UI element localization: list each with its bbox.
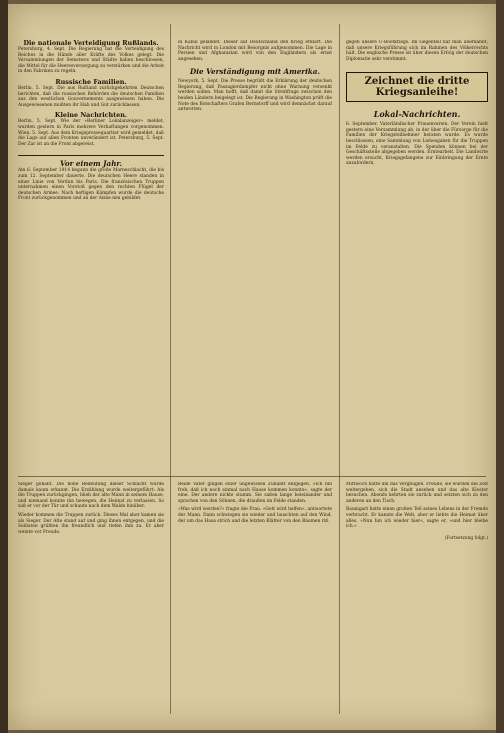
bottom-left-column: [18, 482, 164, 716]
left-heading-4: Vor einem Jahr.: [18, 155, 164, 168]
page-edge: [496, 0, 504, 733]
bottom-left-paragraph-2: Wieder kommen die Truppen zurück. Dieses Mal aber kamen sie als Sieger. Der Alte stand auf und ging ihnen entgegen, und die Soldaten grüßten ihn freundlich und riefen ihm zu. Er aber weinte vor Freude.: [18, 512, 164, 535]
middle-column: [178, 40, 332, 472]
section-divider: [18, 476, 486, 477]
bottom-right-paragraph-2: Baumgart hatte einen großen Teil seines Lebens in der Fremde verbracht. Er kannte die Welt, aber er liebte die Heimat über alles. »Nun bin ich wieder hier«, sagte er, »und hier bleibe ich.«: [346, 507, 488, 530]
war-loan-banner: Zeichnet die dritte Kriegsanleihe!: [346, 72, 488, 102]
continuation-note: (Fortsetzung folgt.): [444, 535, 488, 541]
right-paragraph-1: gegen unsere U-Bootkriegs. Im Gegenteil hat man anerkannt, daß unsere Kriegsführung sich im Rahmen des Völkerrechts hält. Die englische Presse ist über diesen Erfolg der deutschen Diplomatie sehr verstimmt.: [346, 40, 488, 62]
column-rule-right: [339, 24, 340, 714]
middle-paragraph-1: in Kabul gelandet. Dieser auf Deutschland den Krieg erklärt. Die Nachricht wird in London mit Besorgnis aufgenommen. Die Lage in Persien und Afghanistan wird von den Engländern als ernst angesehen.: [178, 40, 332, 62]
left-paragraph-3: Berlin, 5. Sept. Wie der »Berliner Lokalanzeiger« meldet, wurden gestern in Paris mehrere Verhaftungen vorgenommen. Wien, 5. Sept. Aus dem Kriegspressequartier wird gemeldet, daß die Lage auf allen Fronten unverändert ist. Petersburg, 5. Sept. Der Zar ist an die Front abgereist.: [18, 119, 164, 147]
book-spine: [0, 0, 8, 733]
bottom-middle-paragraph-2: »Was wird werden?« fragte die Frau. »Gott wird helfen«, antwortete der Mann. Dann schwiegen sie wieder und lauschten auf den Wind, der um das Haus strich und die letzten Blätter von den Bäumen riß.: [178, 507, 332, 524]
right-column: [346, 40, 488, 472]
left-paragraph-2: Berlin, 5. Sept. Die aus Rußland zurückgekehrten Deutschen berichten, daß die russischen Behörden die deutschen Familien aus den westlichen Gouvernements ausgewiesen haben. Die Ausgewiesenen mußten ihr Hab und Gut zurücklassen.: [18, 86, 164, 108]
middle-paragraph-2: Newyork, 5. Sept. Die Presse begrüßt die Erklärung der deutschen Regierung, daß Passagierdampfer nicht ohne Warnung versenkt werden sollen. Man hofft, daß damit die Streitfrage zwischen den beiden Ländern beigelegt ist. Die Regierung in Washington prüft die Note des Botschafters Grafen Bernstorff und wird demnächst darauf antworten.: [178, 79, 332, 113]
left-heading-2: Russische Familien.: [55, 78, 127, 87]
left-heading-3: Kleine Nachrichten.: [54, 111, 128, 120]
left-heading-1: Die nationale Verteidigung Rußlands.: [23, 40, 159, 47]
newspaper-page: [8, 4, 496, 730]
bottom-left-paragraph-1: Sieger gehabt. Die hohe Bedeutung dieser Schlacht wurde damals kaum erkannt. Die Erzählung wurde weitergeführt: Als die Truppen zurückgingen, blieb der alte Mann in seinem Hause, und niemand konnte ihn bewegen, die Heimat zu verlassen. So saß er vor der Tür und schaute nach dem Walde hinüber.: [18, 482, 164, 510]
middle-heading-1: Die Verständigung mit Amerika.: [190, 67, 320, 77]
left-paragraph-4: Am 6. September 1914 begann die große Marneschlacht, die bis zum 12. September dauerte. Die deutschen Heere standen in einer Linie von Verdun bis Paris. Die französischen Truppen unternahmen einen Vorstoß gegen den rechten Flügel der deutschen Armee. Nach heftigen Kämpfen wurde die deutsche Front zurückgenommen und an der Aisne neu gebildet.: [18, 168, 164, 202]
right-paragraph-2: 6. September. Vaterländischer Frauenverein. Der Verein hielt gestern eine Versammlung ab, in der über die Fürsorge für die Familien der Kriegsteilnehmer beraten wurde. Es wurde beschlossen, eine Sammlung von Liebesgaben für die Truppen im Felde zu veranstalten. Die Spenden können bei der Geschäftsstelle abgegeben werden. Erntearbeit. Die Landwirte werden ersucht, Kriegsgefangene zur Einbringung der Ernte anzufordern.: [346, 122, 488, 167]
bottom-right-paragraph-1: Mittwoch hatte ihn das Vergnügen. Freude, sie würden die Zeit weitergeben, sich die Stadt ansehen und das alte Kloster besuchen. Abends kehrten sie zurück und setzten sich zu den anderen an den Tisch.: [346, 482, 488, 504]
bottom-middle-column: [178, 482, 332, 716]
bottom-middle-paragraph-1: Beide Väter gingen einer ungewissen Zukunft entgegen. »Ich bin froh, daß ich noch einmal nach Hause kommen konnte«, sagte der eine. Der andere nickte stumm. Sie saßen lange beieinander und sprachen von den Söhnen, die draußen im Felde standen.: [178, 482, 332, 504]
left-paragraph-1: Petersburg, 4. Sept. Die Regierung hat die Verteidigung des Reiches in die Hände aller Kräfte des Volkes gelegt. Die Versammlungen der Semstwos und Städte haben beschlossen, die Mittel für die Heeresversorgung zu verstärken und die Arbeit in den Fabriken zu regeln.: [18, 47, 164, 75]
column-rule-left: [170, 24, 171, 714]
left-column: [18, 40, 164, 472]
local-news-heading: Lokal-Nachrichten.: [373, 109, 461, 120]
bottom-right-column: [346, 482, 488, 716]
